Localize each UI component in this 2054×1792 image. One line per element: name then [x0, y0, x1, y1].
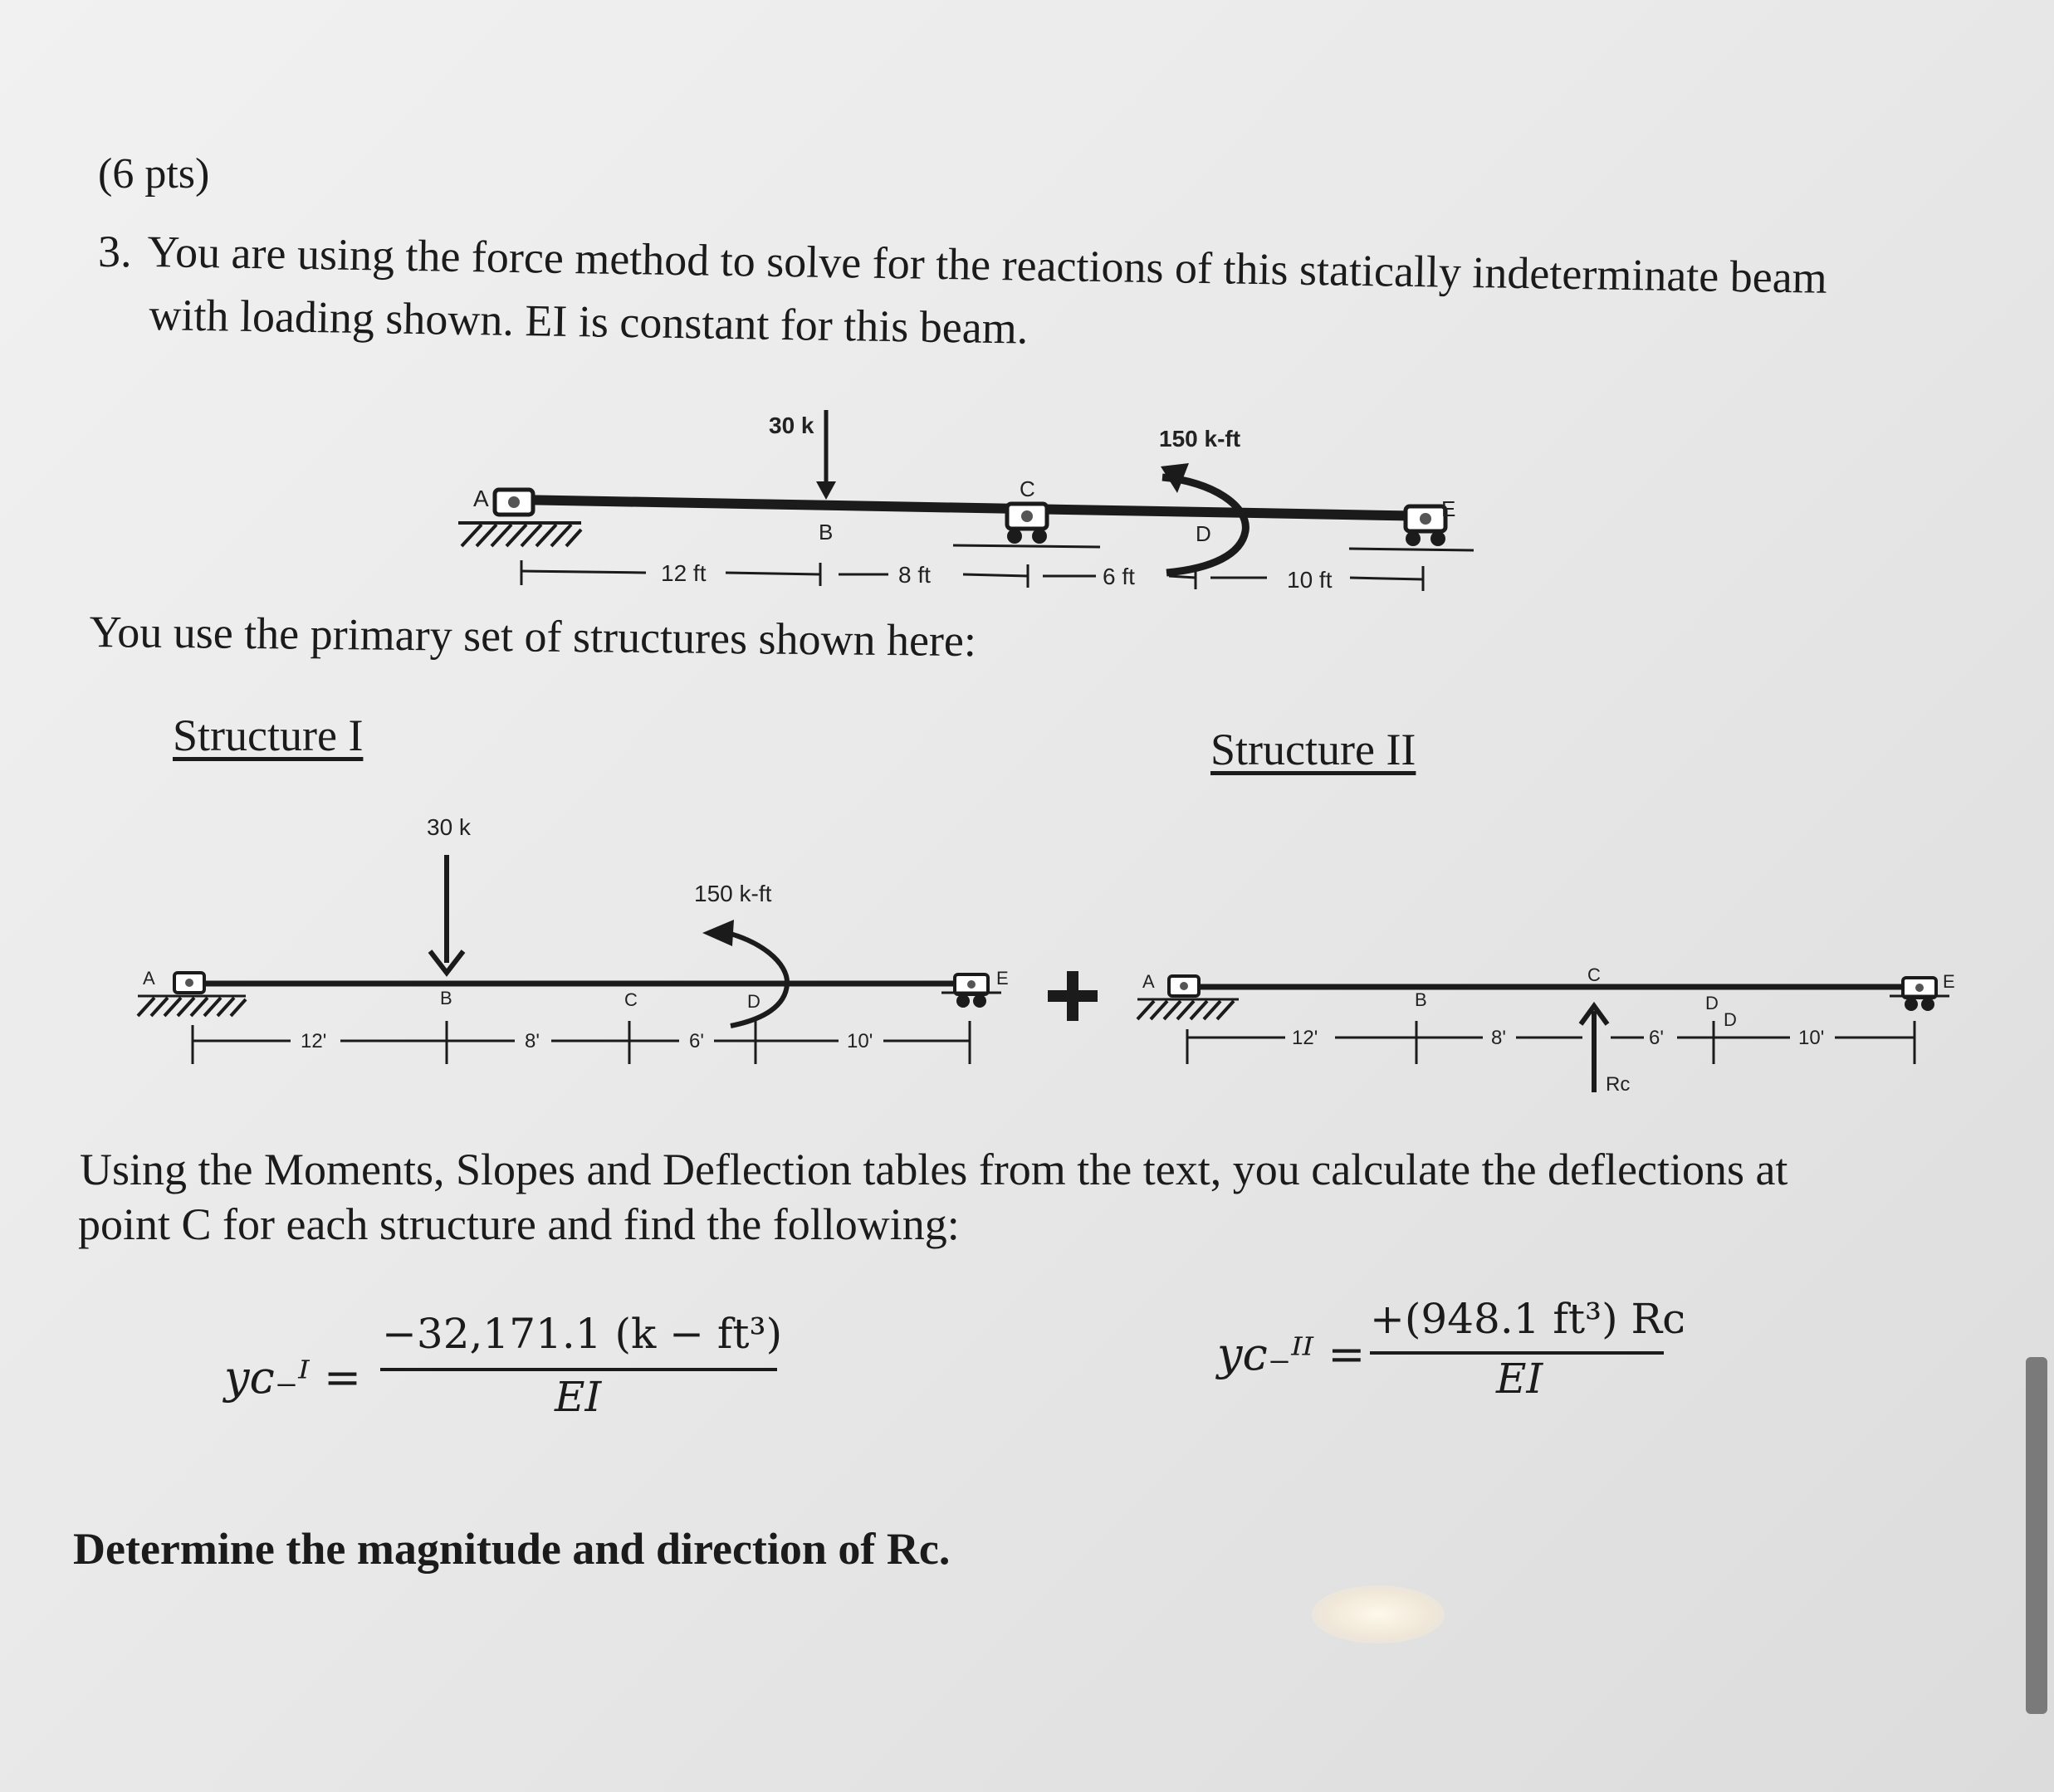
structure-1-point-load-arrow-icon	[430, 855, 463, 973]
structure-2-roller-support-e-icon	[1890, 978, 1949, 1011]
scrollbar-thumb[interactable]	[2026, 1357, 2047, 1714]
equation-2-lhs: yᴄ₋ᴵᴵ =	[1217, 1328, 1366, 1380]
structure-2-reaction-arrow-icon	[1581, 1006, 1607, 1092]
structure-2-point-c: C	[1587, 964, 1601, 985]
question-number: 3.	[98, 227, 132, 276]
main-dim-3: 6 ft	[1103, 564, 1135, 589]
structure-1-moment-arrow-head-icon	[702, 920, 734, 946]
points-label: (6 pts)	[98, 150, 210, 198]
main-dim-2: 8 ft	[898, 562, 931, 588]
structure-1-point-d: D	[747, 991, 760, 1012]
structure-1-dim-2: 8'	[525, 1030, 540, 1052]
main-point-e: E	[1441, 496, 1456, 521]
question-text-line-2: with loading shown. EI is constant for this beam.	[149, 289, 1029, 354]
main-point-c: C	[1020, 476, 1035, 501]
equation-1-lhs: yᴄ₋ᴵ =	[224, 1351, 362, 1404]
structure-2-dim-1: 12'	[1292, 1027, 1318, 1049]
structure-2-point-a: A	[1142, 971, 1155, 992]
structure-1-point-e: E	[996, 968, 1009, 989]
primary-structures-text: You use the primary set of structures shown here:	[89, 606, 977, 667]
structure-1-point-c: C	[624, 989, 638, 1010]
structure-1-dim-1: 12'	[301, 1030, 327, 1052]
structure-2-dim-3: 6'	[1649, 1027, 1664, 1049]
light-glare	[1312, 1585, 1445, 1643]
main-dim-4: 10 ft	[1287, 567, 1333, 593]
instructions-line-2: point C for each structure and find the following:	[78, 1199, 960, 1249]
main-point-a: A	[473, 486, 489, 511]
equation-1-denominator: EI	[555, 1373, 602, 1421]
instructions-line-1: Using the Moments, Slopes and Deflection tables from the text, you calculate the deflections at	[80, 1145, 1788, 1194]
main-point-d: D	[1196, 521, 1211, 546]
task-prompt: Determine the magnitude and direction of Rc.	[73, 1524, 951, 1574]
equation-2-denominator: EI	[1496, 1355, 1543, 1403]
main-moment-label: 150 k-ft	[1159, 426, 1241, 452]
structure-2-dim-4: 10'	[1798, 1027, 1825, 1049]
structure-1-point-b: B	[440, 988, 452, 1008]
question-text-line-1: You are using the force method to solve for the reactions of this statically indeterminate beam	[147, 226, 1828, 303]
plus-sign-icon	[1048, 971, 1098, 1021]
structure-1-roller-support-e-icon	[941, 974, 1001, 1008]
structure-1-load-label: 30 k	[427, 814, 471, 840]
structure-1-point-a: A	[143, 968, 155, 989]
main-point-b: B	[819, 520, 834, 544]
structure-2-title: Structure II	[1210, 725, 1416, 774]
main-load-label: 30 k	[769, 413, 814, 438]
structure-2-point-d-lower: D	[1724, 1009, 1737, 1030]
equation-2-numerator: +(948.1 ft³) Rᴄ	[1370, 1295, 1686, 1343]
structure-1-moment-label: 150 k-ft	[694, 881, 772, 906]
equation-1-fraction-bar	[380, 1368, 777, 1371]
equation-1-numerator: −32,171.1 (k − ft³)	[382, 1310, 783, 1358]
main-dim-1: 12 ft	[661, 560, 707, 586]
structure-2-dim-2: 8'	[1491, 1027, 1506, 1049]
structure-2-point-e: E	[1943, 971, 1955, 992]
structure-1-dim-4: 10'	[847, 1030, 873, 1052]
structure-2-point-b: B	[1415, 989, 1427, 1010]
structure-2-point-d-upper: D	[1705, 993, 1719, 1013]
structure-1-title: Structure I	[173, 710, 364, 760]
structure-2-reaction-label: Rc	[1606, 1073, 1631, 1096]
structure-1-dim-3: 6'	[689, 1030, 704, 1052]
